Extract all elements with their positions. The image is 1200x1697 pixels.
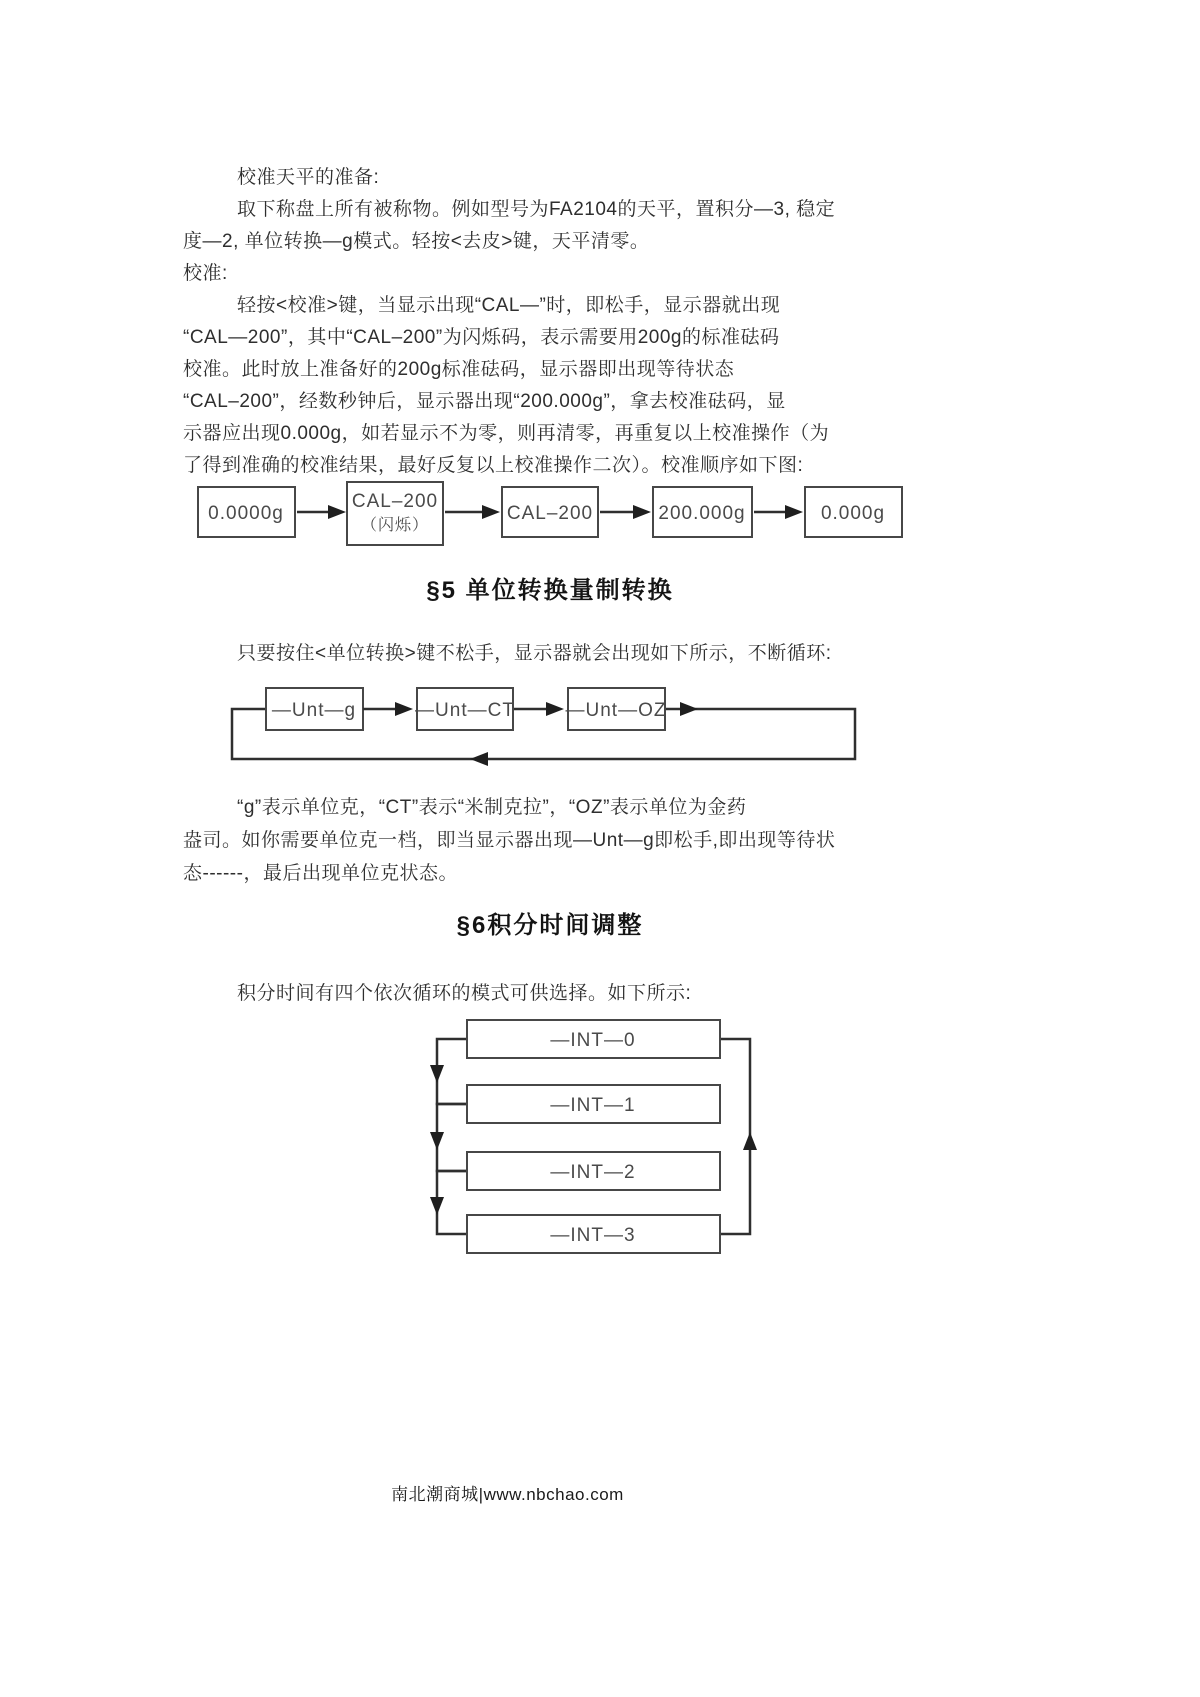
flow-box-label: —Unt—OZ	[565, 700, 667, 721]
arrow-right-icon	[395, 702, 413, 716]
flow-box-label: —INT—2	[550, 1162, 636, 1183]
body-text-line: 校准:	[183, 263, 228, 284]
section5-intro	[183, 638, 928, 670]
flow-box-label: —INT—0	[550, 1030, 636, 1051]
body-text-line: “g”表示单位克，“CT”表示“米制克拉”，“OZ”表示单位为金药	[237, 797, 747, 818]
arrow-right-icon	[680, 702, 698, 716]
flow-box-label: —Unt—CT	[415, 700, 515, 721]
step-connector	[437, 1039, 467, 1104]
flow-box-label: CAL–200	[351, 491, 439, 512]
arrow-right-icon	[482, 505, 500, 519]
arrow-down-icon	[430, 1065, 444, 1083]
body-text-line: 取下称盘上所有被称物。例如型号为FA2104的天平，置积分—3, 稳定	[237, 199, 836, 220]
unit-conversion-flow-diagram	[180, 672, 920, 777]
body-text-line: “CAL—200”，其中“CAL–200”为闪烁码，表示需要用200g的标准砝码	[183, 327, 780, 348]
body-text-line: 了得到准确的校准结果，最好反复以上校准操作二次）。校准顺序如下图:	[183, 455, 804, 476]
body-text-line: 轻按<校准>键，当显示出现“CAL—”时，即松手，显示器就出现	[237, 295, 781, 316]
arrow-right-icon	[546, 702, 564, 716]
flow-box-label: 0.0000g	[208, 503, 284, 524]
body-text-line: 校准天平的准备:	[237, 167, 380, 188]
section5-title: §5 单位转换量制转换	[426, 577, 674, 604]
flow-box-label: 0.000g	[820, 503, 886, 524]
arrow-down-icon	[430, 1197, 444, 1215]
body-text-line: 积分时间有四个依次循环的模式可供选择。如下所示:	[237, 983, 692, 1004]
loop-connector	[720, 1039, 750, 1234]
arrow-down-icon	[430, 1132, 444, 1150]
body-text-line: 度—2, 单位转换—g模式。轻按<去皮>键，天平清零。	[183, 231, 650, 252]
body-text-line: 示器应出现0.000g，如若显示不为零，则再清零，再重复以上校准操作（为	[183, 423, 830, 444]
flow-box-label: —Unt—g	[271, 700, 357, 721]
arrow-right-icon	[328, 505, 346, 519]
body-text-line: 校准。此时放上准备好的200g标准砝码，显示器即出现等待状态	[183, 359, 735, 380]
arrow-left-icon	[470, 752, 488, 766]
body-text-line: 只要按住<单位转换>键不松手，显示器就会出现如下所示，不断循环:	[237, 643, 832, 664]
flow-box-sublabel: （闪烁）	[360, 517, 430, 534]
flow-box-label: —INT—3	[550, 1225, 636, 1246]
arrow-up-icon	[743, 1132, 757, 1150]
section6-title: §6积分时间调整	[456, 912, 644, 939]
calibration-flow-diagram	[180, 470, 920, 555]
integration-time-flow-diagram	[380, 1005, 780, 1265]
body-text-line: “CAL–200”，经数秒钟后，显示器出现“200.000g”，拿去校准砝码，显	[183, 391, 786, 412]
calibration-paragraph	[183, 162, 928, 482]
body-text-line: 态------，最后出现单位克状态。	[183, 863, 458, 884]
section5-paragraph	[183, 791, 928, 890]
footer-watermark: 南北潮商城|www.nbchao.com	[391, 1485, 624, 1504]
arrow-right-icon	[633, 505, 651, 519]
arrow-right-icon	[785, 505, 803, 519]
flow-box-label: CAL–200	[506, 503, 594, 524]
body-text-line: 盎司。如你需要单位克一档，即当显示器出现—Unt—g即松手,即出现等待状	[183, 830, 836, 851]
flow-box-label: —INT—1	[550, 1095, 636, 1116]
flow-box-label: 200.000g	[658, 503, 746, 524]
